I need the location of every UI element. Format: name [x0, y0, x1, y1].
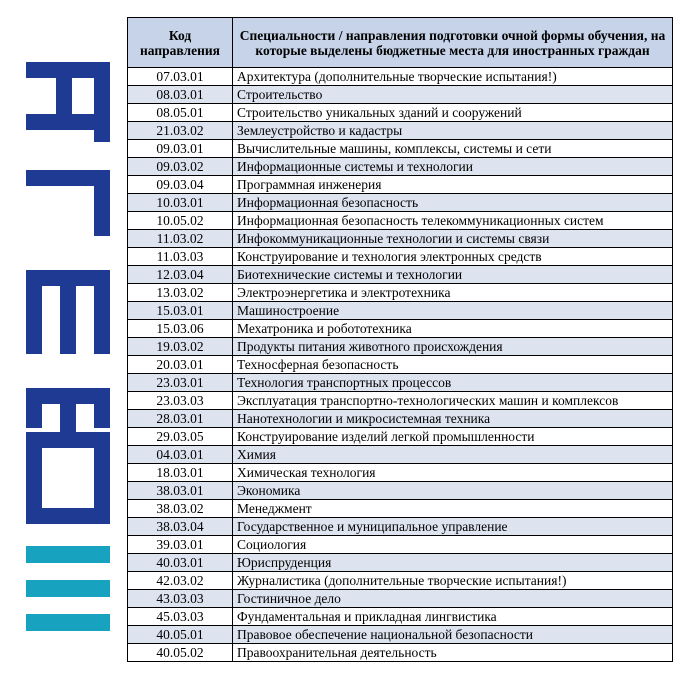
row-name: Журналистика (дополнительные творческие испытания!)	[233, 572, 673, 590]
row-code: 11.03.03	[128, 248, 233, 266]
row-code: 23.03.01	[128, 374, 233, 392]
table-row	[128, 392, 673, 410]
table-row	[128, 428, 673, 446]
row-name: Нанотехнологии и микросистемная техника	[233, 410, 673, 428]
table-row	[128, 86, 673, 104]
row-code: 04.03.01	[128, 446, 233, 464]
row-code: 38.03.04	[128, 518, 233, 536]
row-name: Фундаментальная и прикладная лингвистика	[233, 608, 673, 626]
table-row	[128, 446, 673, 464]
row-name: Техносферная безопасность	[233, 356, 673, 374]
logo-stripes	[26, 546, 110, 631]
row-name: Государственное и муниципальное управление	[233, 518, 673, 536]
row-name: Правовое обеспечение национальной безопасности	[233, 626, 673, 644]
row-code: 10.05.02	[128, 212, 233, 230]
table-row	[128, 482, 673, 500]
row-name: Химическая технология	[233, 464, 673, 482]
row-name: Инфокоммуникационные технологии и системы связи	[233, 230, 673, 248]
row-code: 15.03.01	[128, 302, 233, 320]
row-name: Менеджмент	[233, 500, 673, 518]
table-row	[128, 374, 673, 392]
table-row	[128, 302, 673, 320]
row-code: 38.03.02	[128, 500, 233, 518]
row-name: Строительство уникальных зданий и сооружений	[233, 104, 673, 122]
table-row	[128, 572, 673, 590]
row-name: Электроэнергетика и электротехника	[233, 284, 673, 302]
table-row	[128, 356, 673, 374]
row-code: 12.03.04	[128, 266, 233, 284]
specialties-table-wrap	[127, 17, 672, 662]
row-code: 40.05.02	[128, 644, 233, 662]
row-code: 38.03.01	[128, 482, 233, 500]
table-row	[128, 410, 673, 428]
row-code: 08.03.01	[128, 86, 233, 104]
row-name: Программная инженерия	[233, 176, 673, 194]
header-name: Специальности / направления подготовки очной формы обучения, на которые выделены бюджетные места для иностранных граждан	[233, 18, 673, 68]
table-header-row	[128, 18, 673, 68]
table-row	[128, 140, 673, 158]
table-row	[128, 554, 673, 572]
table-body	[128, 68, 673, 662]
table-row	[128, 194, 673, 212]
row-name: Мехатроника и робототехника	[233, 320, 673, 338]
table-row	[128, 176, 673, 194]
row-name: Строительство	[233, 86, 673, 104]
row-name: Конструирование и технология электронных средств	[233, 248, 673, 266]
row-name: Информационная безопасность	[233, 194, 673, 212]
row-code: 43.03.03	[128, 590, 233, 608]
table-row	[128, 500, 673, 518]
row-name: Машиностроение	[233, 302, 673, 320]
specialties-table	[127, 17, 673, 662]
university-logo	[26, 40, 110, 652]
table-row	[128, 230, 673, 248]
row-name: Информационная безопасность телекоммуникационных систем	[233, 212, 673, 230]
row-code: 29.03.05	[128, 428, 233, 446]
row-code: 09.03.04	[128, 176, 233, 194]
row-code: 15.03.06	[128, 320, 233, 338]
table-row	[128, 464, 673, 482]
table-row	[128, 266, 673, 284]
table-row	[128, 626, 673, 644]
row-name: Технология транспортных процессов	[233, 374, 673, 392]
row-name: Вычислительные машины, комплексы, системы и сети	[233, 140, 673, 158]
row-code: 39.03.01	[128, 536, 233, 554]
table-row	[128, 608, 673, 626]
row-name: Биотехнические системы и технологии	[233, 266, 673, 284]
row-name: Продукты питания животного происхождения	[233, 338, 673, 356]
row-name: Химия	[233, 446, 673, 464]
row-name: Юриспруденция	[233, 554, 673, 572]
row-name: Правоохранительная деятельность	[233, 644, 673, 662]
table-row	[128, 644, 673, 662]
row-name: Конструирование изделий легкой промышленности	[233, 428, 673, 446]
logo-letter-shapes	[26, 62, 110, 524]
row-name: Землеустройство и кадастры	[233, 122, 673, 140]
table-row	[128, 248, 673, 266]
row-name: Архитектура (дополнительные творческие испытания!)	[233, 68, 673, 86]
row-code: 42.03.02	[128, 572, 233, 590]
row-code: 20.03.01	[128, 356, 233, 374]
row-code: 45.03.03	[128, 608, 233, 626]
row-code: 18.03.01	[128, 464, 233, 482]
table-row	[128, 68, 673, 86]
row-name: Эксплуатация транспортно-технологических машин и комплексов	[233, 392, 673, 410]
row-name: Экономика	[233, 482, 673, 500]
row-code: 21.03.02	[128, 122, 233, 140]
table-row	[128, 104, 673, 122]
row-code: 23.03.03	[128, 392, 233, 410]
table-row	[128, 122, 673, 140]
row-code: 40.05.01	[128, 626, 233, 644]
table-row	[128, 590, 673, 608]
row-code: 10.03.01	[128, 194, 233, 212]
table-row	[128, 518, 673, 536]
table-row	[128, 158, 673, 176]
row-code: 08.05.01	[128, 104, 233, 122]
row-code: 40.03.01	[128, 554, 233, 572]
table-row	[128, 212, 673, 230]
row-code: 09.03.02	[128, 158, 233, 176]
table-row	[128, 536, 673, 554]
row-code: 07.03.01	[128, 68, 233, 86]
row-name: Социология	[233, 536, 673, 554]
row-name: Информационные системы и технологии	[233, 158, 673, 176]
row-code: 28.03.01	[128, 410, 233, 428]
table-row	[128, 338, 673, 356]
row-code: 09.03.01	[128, 140, 233, 158]
row-code: 19.03.02	[128, 338, 233, 356]
table-row	[128, 284, 673, 302]
table-row	[128, 320, 673, 338]
header-code: Код направления	[128, 18, 233, 68]
row-code: 13.03.02	[128, 284, 233, 302]
row-name: Гостиничное дело	[233, 590, 673, 608]
row-code: 11.03.02	[128, 230, 233, 248]
